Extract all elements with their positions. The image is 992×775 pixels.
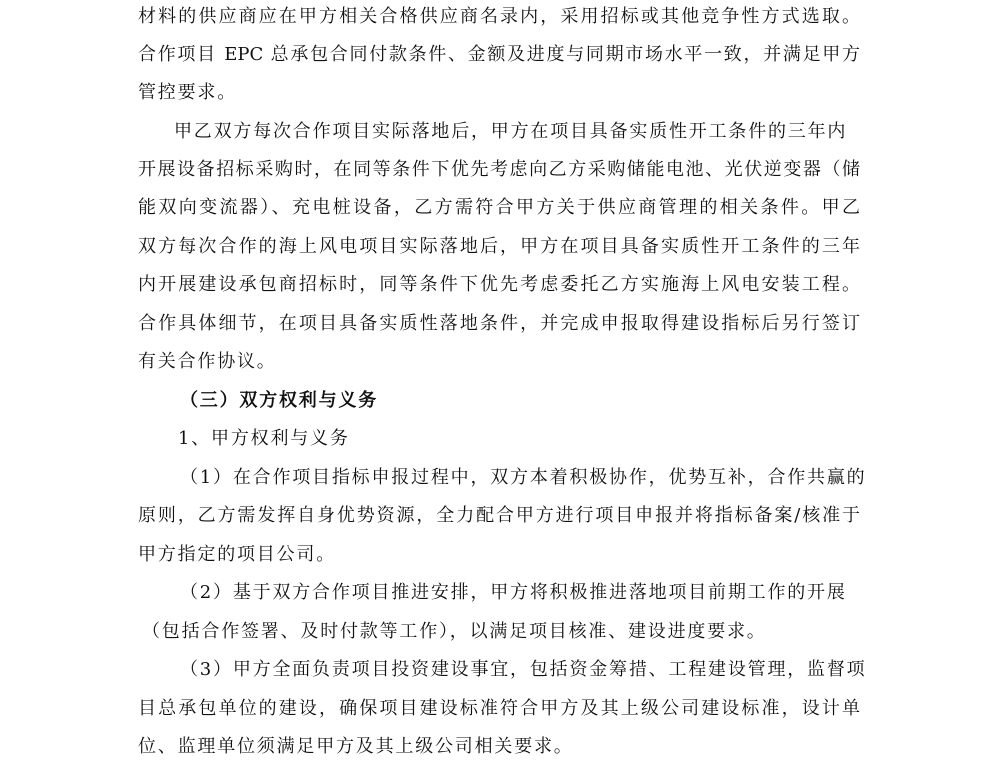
text-line-9: 合作具体细节，在项目具备实质性落地条件，并完成申报取得建设指标后另行签订 bbox=[138, 313, 860, 334]
text-line-6: 能双向变流器）、充电桩设备，乙方需符合甲方关于供应商管理的相关条件。甲乙 bbox=[138, 197, 860, 218]
item-1-line-3: 甲方指定的项目公司。 bbox=[138, 544, 336, 565]
item-3-line-2: 目总承包单位的建设，确保项目建设标准符合甲方及其上级公司建设标准，设计单 bbox=[138, 698, 860, 719]
text-line-2: 合作项目 EPC 总承包合同付款条件、金额及进度与同期市场水平一致，并满足甲方 bbox=[138, 44, 860, 65]
paragraph-start-line: 甲乙双方每次合作项目实际落地后，甲方在项目具备实质性开工条件的三年内 bbox=[174, 121, 848, 142]
section-heading: （三）双方权利与义务 bbox=[180, 390, 378, 411]
text-line-3: 管控要求。 bbox=[138, 82, 237, 103]
item-1-line-2: 原则，乙方需发挥自身优势资源，全力配合甲方进行项目申报并将指标备案/核准于 bbox=[138, 505, 860, 526]
item-2-line-2: （包括合作签署、及时付款等工作），以满足项目核准、建设进度要求。 bbox=[142, 621, 767, 642]
item-2-first-line: （2）基于双方合作项目推进安排，甲方将积极推进落地项目前期工作的开展 bbox=[180, 582, 847, 603]
item-3-line-3: 位、监理单位须满足甲方及其上级公司相关要求。 bbox=[138, 736, 574, 757]
text-line-8: 内开展建设承包商招标时，同等条件下优先考虑委托乙方实施海上风电安装工程。 bbox=[138, 274, 860, 295]
subsection-heading: 1、甲方权利与义务 bbox=[178, 428, 350, 449]
text-line-5: 开展设备招标采购时，在同等条件下优先考虑向乙方采购储能电池、光伏逆变器（储 bbox=[138, 159, 860, 180]
text-line-7: 双方每次合作的海上风电项目实际落地后，甲方在项目具备实质性开工条件的三年 bbox=[138, 236, 860, 257]
text-line-1: 材料的供应商应在甲方相关合格供应商名录内，采用招标或其他竞争性方式选取。 bbox=[138, 6, 860, 27]
item-1-first-line: （1）在合作项目指标申报过程中，双方本着积极协作，优势互补，合作共赢的 bbox=[180, 467, 867, 488]
text-line-10: 有关合作协议。 bbox=[138, 351, 277, 372]
item-3-first-line: （3）甲方全面负责项目投资建设事宜，包括资金筹措、工程建设管理，监督项 bbox=[180, 659, 867, 680]
